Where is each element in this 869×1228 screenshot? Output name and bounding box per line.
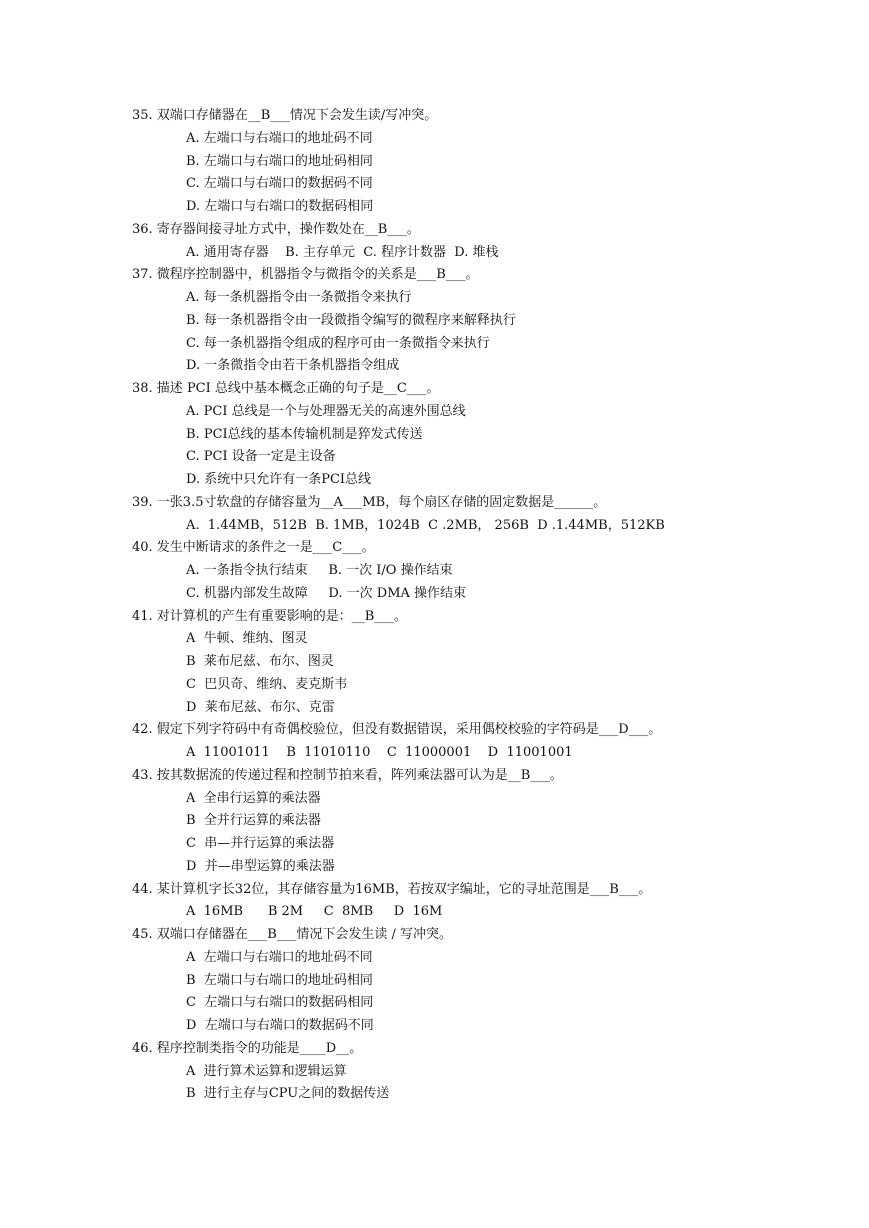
option-line: C 巴贝奇、维纳、麦克斯韦 xyxy=(186,676,348,692)
option-line: D. 系统中只允许有一条PCI总线 xyxy=(186,472,372,487)
option-line: D. 左端口与右端口的数据码相同 xyxy=(186,199,374,214)
option-line: C. PCI 设备一定是主设备 xyxy=(186,449,336,465)
option-line: A. 1.44MB，512B B. 1MB，1024B C .2MB， 256B D .1.44MB，512KB xyxy=(186,517,665,533)
option-line: A 左端口与右端口的地址码不同 xyxy=(186,949,373,965)
option-line: A. 左端口与右端口的地址码不同 xyxy=(186,130,373,146)
question-line: 41. 对计算机的产生有重要影响的是：__B___。 xyxy=(132,608,407,624)
option-line: D 并—串型运算的乘法器 xyxy=(186,858,335,874)
option-line: A 16MB B 2M C 8MB D 16M xyxy=(186,904,443,920)
option-line: A. 通用寄存器 B. 主存单元 C. 程序计数器 D. 堆栈 xyxy=(186,244,499,260)
option-line: B 全并行运算的乘法器 xyxy=(186,813,321,829)
option-line: C. 左端口与右端口的数据码不同 xyxy=(186,176,373,192)
question-line: 45. 双端口存储器在___B___情况下会发生读 / 写冲突。 xyxy=(132,927,453,942)
question-line: 35. 双端口存储器在__B___情况下会发生读/写冲突。 xyxy=(132,108,438,123)
option-line: B 莱布尼兹、布尔、图灵 xyxy=(186,654,334,669)
option-line: D 莱布尼兹、布尔、克雷 xyxy=(186,699,335,715)
question-line: 36. 寄存器间接寻址方式中，操作数处在__B___。 xyxy=(132,221,420,237)
option-line: B. PCI总线的基本传输机制是猝发式传送 xyxy=(186,426,423,442)
question-line: 40. 发生中断请求的条件之一是___C___。 xyxy=(132,540,375,556)
question-line: 43. 按其数据流的传递过程和控制节拍来看，阵列乘法器可认为是__B___。 xyxy=(132,767,563,783)
option-line: C. 机器内部发生故障 D. 一次 DMA 操作结束 xyxy=(186,585,467,601)
option-line: A 进行算术运算和逻辑运算 xyxy=(186,1063,347,1079)
option-line: C 左端口与右端口的数据码相同 xyxy=(186,995,374,1011)
option-line: A 全串行运算的乘法器 xyxy=(186,790,321,806)
option-line: B 左端口与右端口的地址码相同 xyxy=(186,972,373,988)
option-line: A. 每一条机器指令由一条微指令来执行 xyxy=(186,290,412,305)
question-line: 39. 一张3.5寸软盘的存储容量为__A___MB，每个扇区存储的固定数据是______。 xyxy=(132,494,607,510)
option-line: B 进行主存与CPU之间的数据传送 xyxy=(186,1086,390,1102)
option-line: B. 左端口与右端口的地址码相同 xyxy=(186,153,373,169)
option-line: A 牛顿、维纳、图灵 xyxy=(186,631,308,647)
question-line: 42. 假定下列字符码中有奇偶校验位，但没有数据错误，采用偶校校验的字符码是___D___。 xyxy=(132,722,662,738)
option-line: D. 一条微指令由若干条机器指令组成 xyxy=(186,358,400,374)
question-line: 37. 微程序控制器中，机器指令与微指令的关系是___B___。 xyxy=(132,267,479,283)
option-line: A 11001011 B 11010110 C 11000001 D 11001001 xyxy=(186,745,573,760)
option-line: A. 一条指令执行结束 B. 一次 I/O 操作结束 xyxy=(186,563,453,578)
question-line: 44. 某计算机字长32位，其存储容量为16MB，若按双字编址，它的寻址范围是___B___。 xyxy=(132,881,652,897)
question-line: 46. 程序控制类指令的功能是____D__。 xyxy=(132,1040,363,1056)
option-line: D 左端口与右端口的数据码不同 xyxy=(186,1018,374,1033)
question-line: 38. 描述 PCI 总线中基本概念正确的句子是__C___。 xyxy=(132,381,440,396)
option-line: C 串—并行运算的乘法器 xyxy=(186,836,335,851)
option-line: B. 每一条机器指令由一段微指令编写的微程序来解释执行 xyxy=(186,312,516,328)
option-line: C. 每一条机器指令组成的程序可由一条微指令来执行 xyxy=(186,335,490,351)
option-line: A. PCI 总线是一个与处理器无关的高速外围总线 xyxy=(186,403,466,419)
